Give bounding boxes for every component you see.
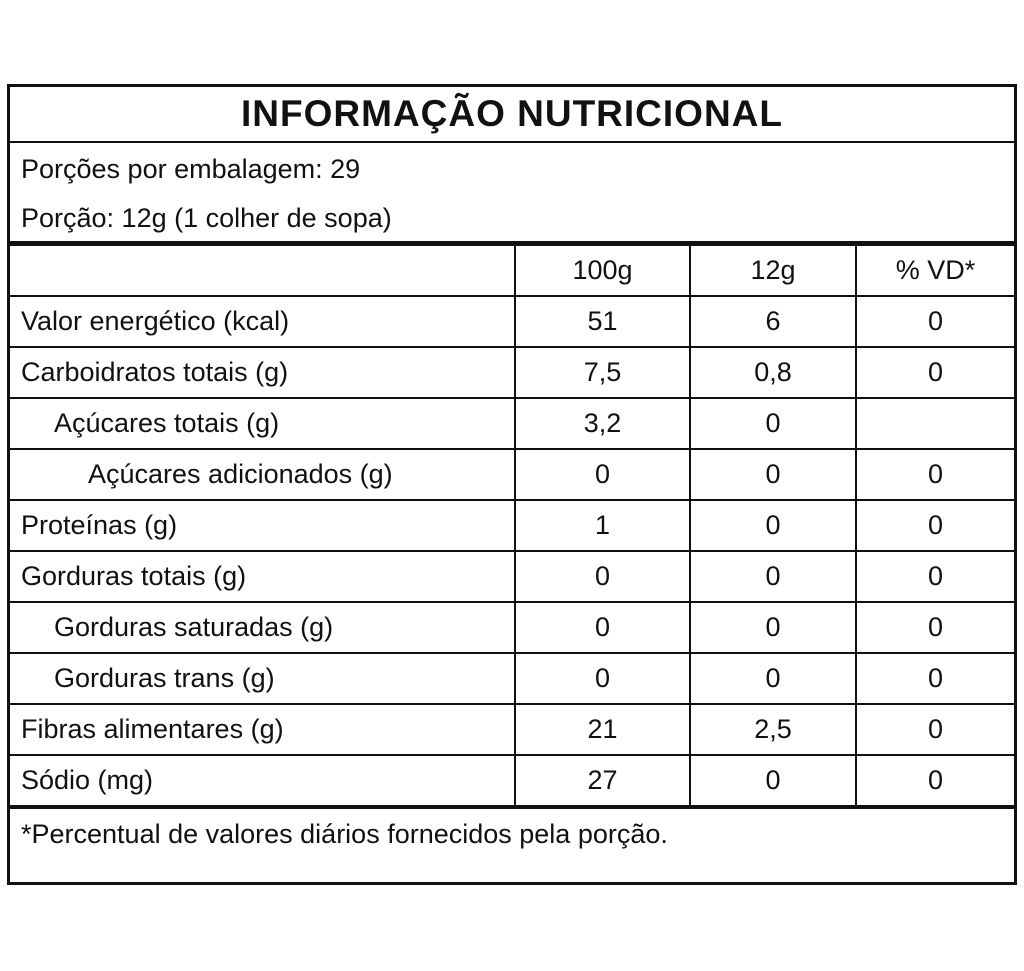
value-per-portion: 6 bbox=[690, 296, 856, 347]
value-per-100g: 0 bbox=[515, 551, 690, 602]
portion-size: Porção: 12g (1 colher de sopa) bbox=[21, 203, 392, 233]
serving-info bbox=[10, 143, 1014, 246]
value-per-portion: 0 bbox=[690, 500, 856, 551]
value-per-100g: 7,5 bbox=[515, 347, 690, 398]
value-per-portion: 0,8 bbox=[690, 347, 856, 398]
table-row bbox=[10, 449, 1014, 500]
value-daily-percent: 0 bbox=[856, 653, 1014, 704]
nutrition-facts-panel bbox=[7, 84, 1017, 885]
value-per-100g: 0 bbox=[515, 653, 690, 704]
table-row bbox=[10, 602, 1014, 653]
panel-title: INFORMAÇÃO NUTRICIONAL bbox=[10, 87, 1014, 143]
nutrient-label: Gorduras trans (g) bbox=[10, 653, 515, 704]
value-daily-percent: 0 bbox=[856, 551, 1014, 602]
nutrient-label: Fibras alimentares (g) bbox=[10, 704, 515, 755]
value-daily-percent: 0 bbox=[856, 755, 1014, 807]
value-per-100g: 21 bbox=[515, 704, 690, 755]
value-per-100g: 0 bbox=[515, 602, 690, 653]
value-daily-percent: 0 bbox=[856, 296, 1014, 347]
table-row bbox=[10, 755, 1014, 807]
header-per-portion: 12g bbox=[690, 246, 856, 296]
value-per-100g: 27 bbox=[515, 755, 690, 807]
table-row bbox=[10, 347, 1014, 398]
footnote: *Percentual de valores diários fornecidos pela porção. bbox=[21, 819, 668, 849]
table-row bbox=[10, 653, 1014, 704]
table-row bbox=[10, 704, 1014, 755]
table-row bbox=[10, 398, 1014, 449]
table-row bbox=[10, 296, 1014, 347]
value-per-portion: 0 bbox=[690, 602, 856, 653]
nutrition-table bbox=[10, 246, 1014, 809]
nutrient-label: Valor energético (kcal) bbox=[10, 296, 515, 347]
nutrient-label: Açúcares adicionados (g) bbox=[10, 449, 515, 500]
nutrient-label: Carboidratos totais (g) bbox=[10, 347, 515, 398]
value-per-portion: 2,5 bbox=[690, 704, 856, 755]
nutrient-label: Gorduras saturadas (g) bbox=[10, 602, 515, 653]
value-per-100g: 0 bbox=[515, 449, 690, 500]
value-per-portion: 0 bbox=[690, 398, 856, 449]
value-per-100g: 3,2 bbox=[515, 398, 690, 449]
value-daily-percent: 0 bbox=[856, 347, 1014, 398]
table-row bbox=[10, 551, 1014, 602]
nutrient-label: Sódio (mg) bbox=[10, 755, 515, 807]
nutrient-label: Gorduras totais (g) bbox=[10, 551, 515, 602]
header-per-100g: 100g bbox=[515, 246, 690, 296]
header-nutrient bbox=[10, 246, 515, 296]
value-per-portion: 0 bbox=[690, 449, 856, 500]
value-per-100g: 1 bbox=[515, 500, 690, 551]
value-per-100g: 51 bbox=[515, 296, 690, 347]
value-per-portion: 0 bbox=[690, 653, 856, 704]
value-daily-percent: 0 bbox=[856, 602, 1014, 653]
nutrient-label: Açúcares totais (g) bbox=[10, 398, 515, 449]
header-daily-value: % VD* bbox=[856, 246, 1014, 296]
portions-per-package: Porções por embalagem: 29 bbox=[21, 154, 361, 184]
nutrient-label: Proteínas (g) bbox=[10, 500, 515, 551]
value-daily-percent: 0 bbox=[856, 449, 1014, 500]
table-row bbox=[10, 500, 1014, 551]
header-row bbox=[10, 246, 1014, 296]
value-daily-percent: 0 bbox=[856, 704, 1014, 755]
value-daily-percent: 0 bbox=[856, 500, 1014, 551]
value-per-portion: 0 bbox=[690, 755, 856, 807]
value-per-portion: 0 bbox=[690, 551, 856, 602]
value-daily-percent bbox=[856, 398, 1014, 449]
